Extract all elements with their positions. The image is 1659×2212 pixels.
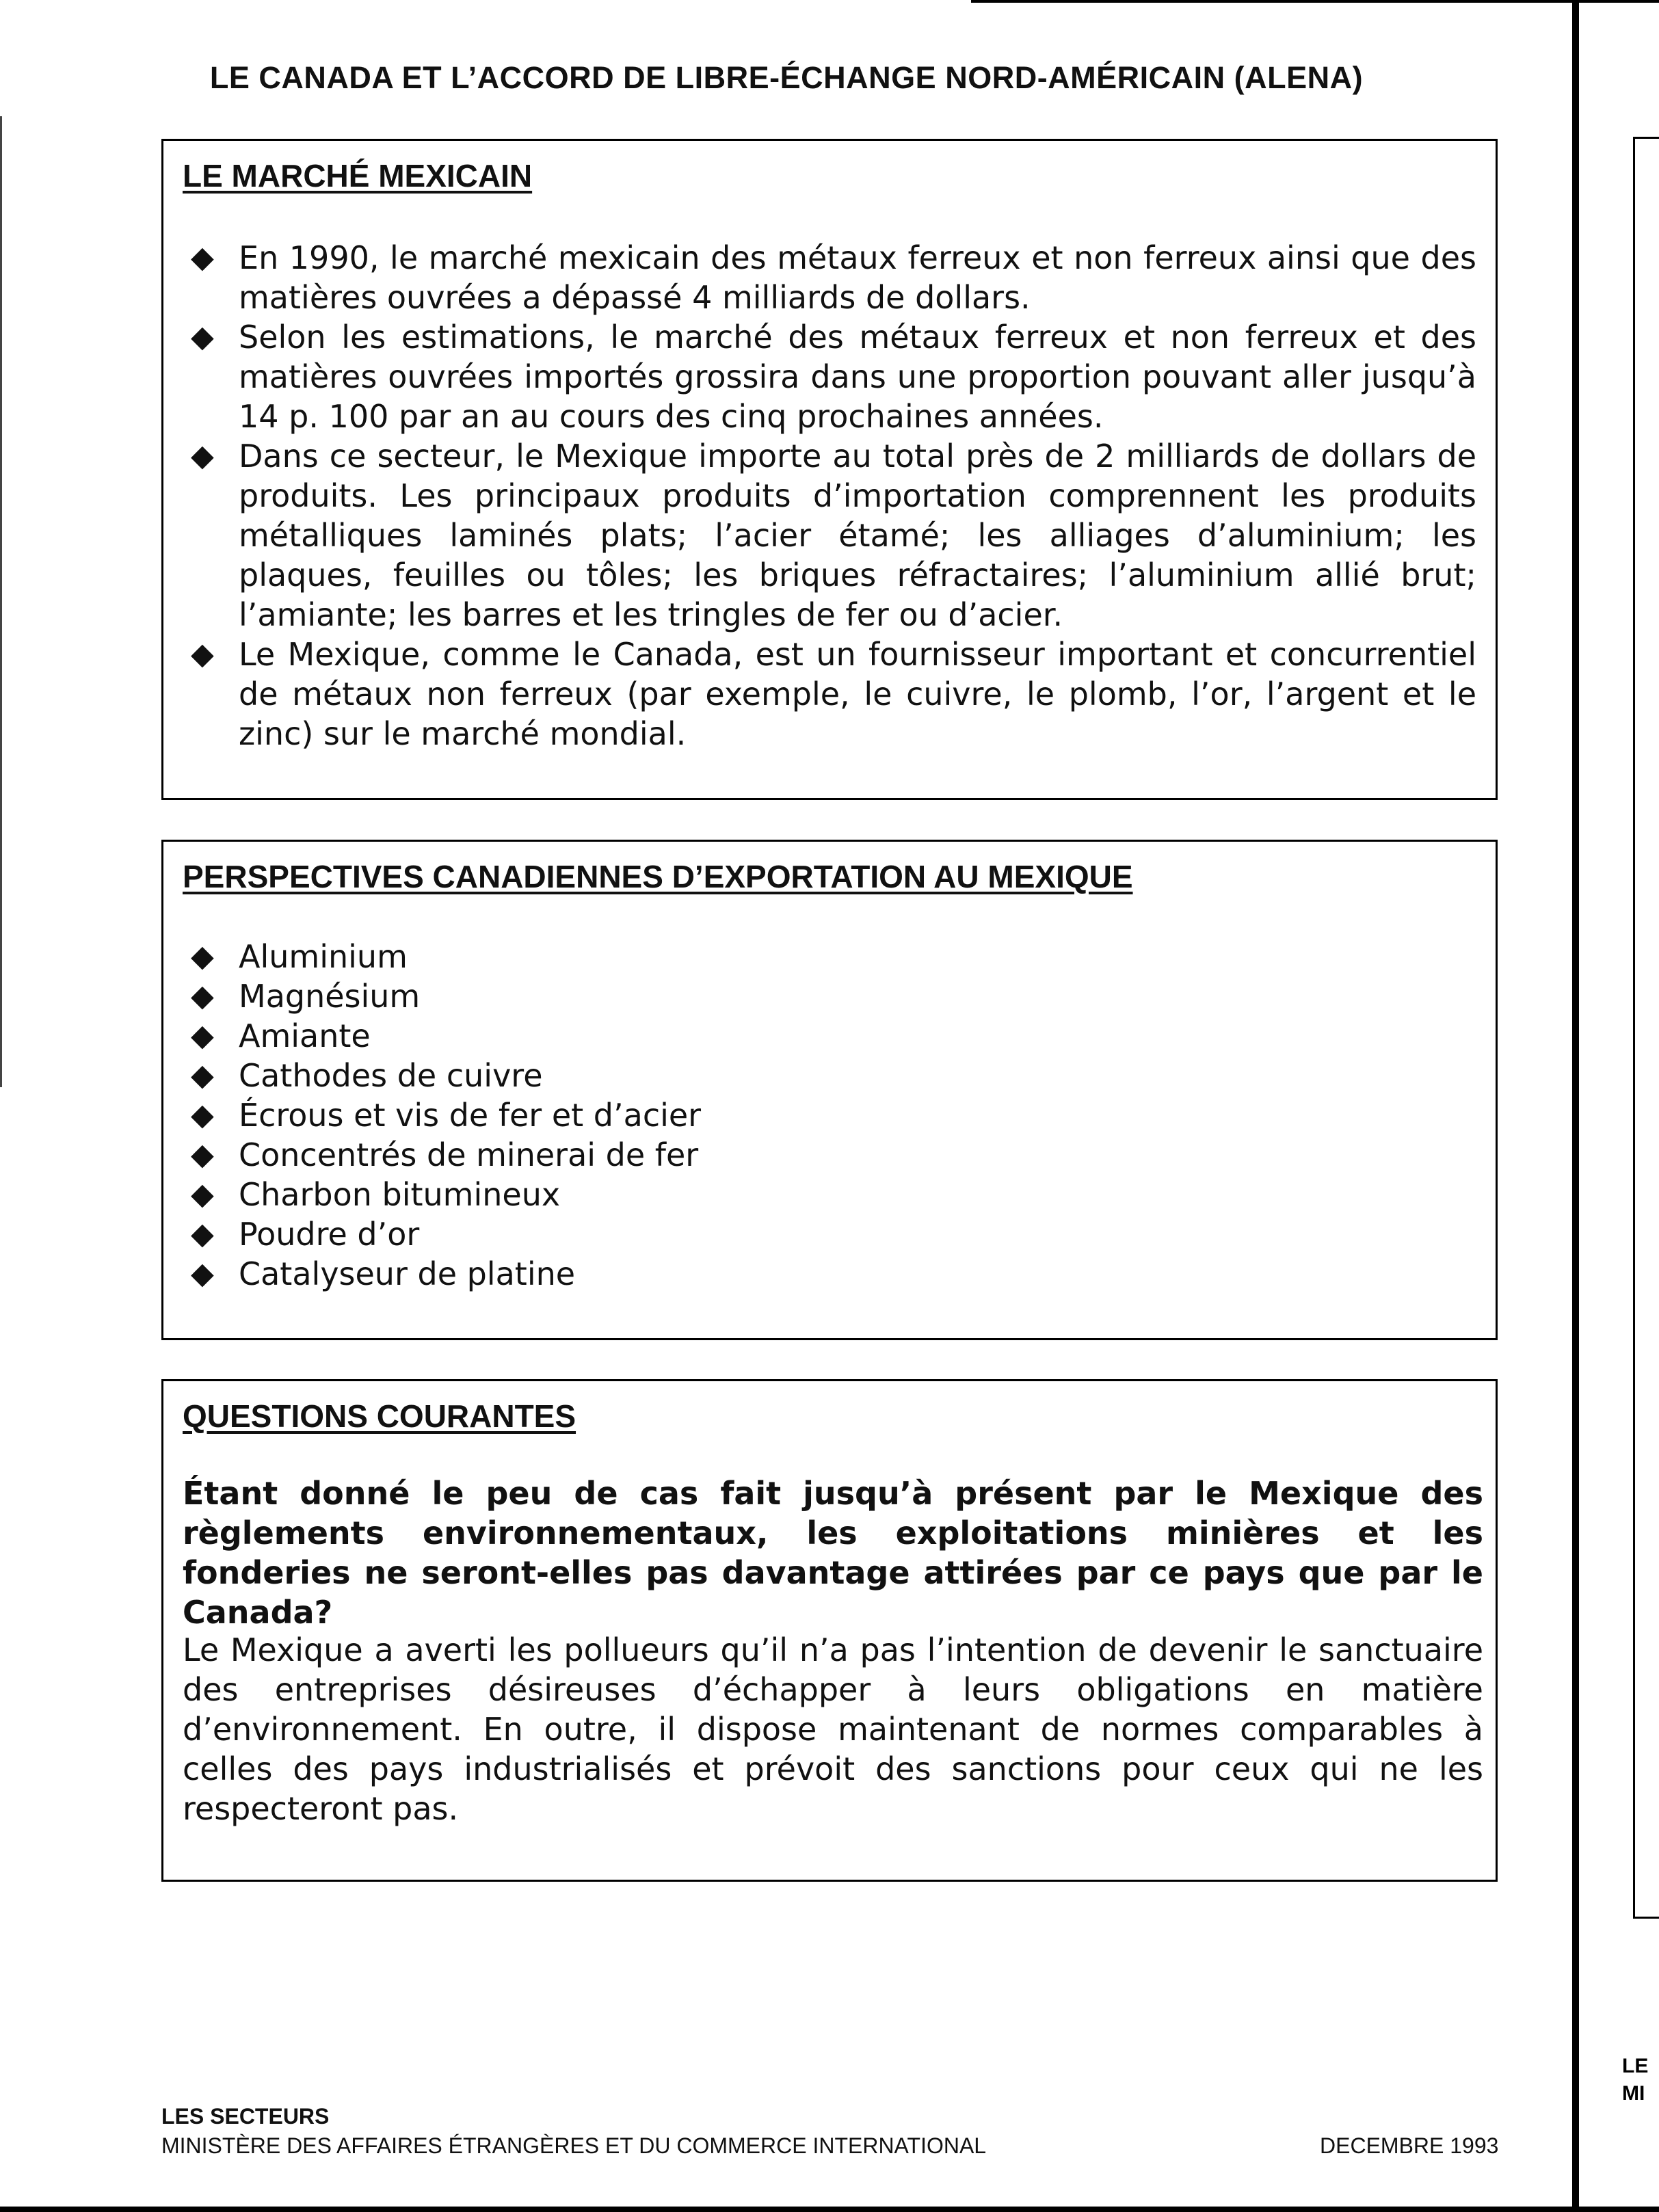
list-item-text: Concentrés de minerai de fer — [239, 1136, 699, 1173]
list-item — [191, 1056, 1476, 1095]
faq-question: Étant donné le peu de cas fait jusqu’à présent par le Mexique des règlements environnementaux, les exploitations minières et les fonderies ne seront-elles pas davantage attirées par ce pays que par le Canada? — [183, 1475, 1483, 1631]
diamond-bullet-icon: ◆ — [191, 637, 214, 671]
list-item — [191, 436, 1476, 635]
list-item — [191, 1016, 1476, 1056]
list-item — [191, 1175, 1476, 1214]
footer-ministry: MINISTÈRE DES AFFAIRES ÉTRANGÈRES ET DU COMMERCE INTERNATIONAL — [161, 2133, 987, 2158]
list-item-text: Le Mexique, comme le Canada, est un fournisseur important et concurrentiel de métaux non ferreux (par exemple, le cuivre, le plomb, l’or, l’argent et le zinc) sur le marché mondial. — [239, 636, 1476, 752]
list-item — [191, 1135, 1476, 1175]
section-perspectives-export — [161, 840, 1498, 1340]
bullet-list — [191, 238, 1476, 754]
list-item — [191, 238, 1476, 317]
list-item — [191, 1254, 1476, 1294]
diamond-bullet-icon: ◆ — [191, 240, 214, 275]
section-marche-mexicain — [161, 139, 1498, 800]
diamond-bullet-icon: ◆ — [191, 1137, 214, 1172]
section-heading: LE MARCHÉ MEXICAIN — [183, 158, 533, 194]
list-item-text: En 1990, le marché mexicain des métaux ferreux et non ferreux ainsi que des matières ouvrées a dépassé 4 milliards de dollars. — [239, 239, 1476, 316]
list-item-text: Amiante — [239, 1017, 371, 1054]
footer-sector: LES SECTEURS — [161, 2104, 330, 2129]
page-edge-top — [971, 0, 1659, 3]
list-item — [191, 976, 1476, 1016]
list-item-text: Poudre d’or — [239, 1216, 420, 1253]
diamond-bullet-icon: ◆ — [191, 1097, 214, 1132]
list-item — [191, 1214, 1476, 1254]
list-item-text: Catalyseur de platine — [239, 1255, 576, 1292]
section-heading: QUESTIONS COURANTES — [183, 1398, 576, 1434]
list-item-text: Écrous et vis de fer et d’acier — [239, 1097, 702, 1134]
list-item-text: Aluminium — [239, 938, 408, 975]
bullet-list — [191, 937, 1476, 1294]
page-edge-right — [1572, 0, 1579, 2212]
adjacent-page-text-1: LE — [1622, 2055, 1649, 2077]
diamond-bullet-icon: ◆ — [191, 1058, 214, 1093]
diamond-bullet-icon: ◆ — [191, 319, 214, 354]
footer-date: DECEMBRE 1993 — [1320, 2133, 1499, 2158]
list-item — [191, 635, 1476, 754]
list-item-text: Magnésium — [239, 978, 421, 1015]
list-item — [191, 317, 1476, 436]
list-item — [191, 1095, 1476, 1135]
diamond-bullet-icon: ◆ — [191, 978, 214, 1013]
adjacent-page-fragment — [1633, 137, 1659, 1919]
adjacent-page-text-2: MI — [1622, 2082, 1645, 2105]
section-questions-courantes — [161, 1379, 1498, 1882]
diamond-bullet-icon: ◆ — [191, 1018, 214, 1053]
list-item-text: Cathodes de cuivre — [239, 1057, 543, 1094]
diamond-bullet-icon: ◆ — [191, 1256, 214, 1291]
list-item-text: Selon les estimations, le marché des métaux ferreux et non ferreux et des matières ouvrées importés grossira dans une proportion pouvant aller jusqu’à 14 p. 100 par an au cours des cinq prochaines années. — [239, 319, 1476, 435]
faq-answer: Le Mexique a averti les pollueurs qu’il n’a pas l’intention de devenir le sanctuaire des entreprises désireuses d’échapper à leurs obligations en matière d’environnement. En outre, il dispose maintenant de normes comparables à celles des pays industrialisés et prévoit des sanctions pour ceux qui ne les respecteront pas. — [183, 1631, 1483, 1827]
page-edge-left — [0, 116, 2, 1087]
page-edge-bottom — [0, 2207, 1659, 2212]
list-item-text: Charbon bitumineux — [239, 1176, 561, 1213]
diamond-bullet-icon: ◆ — [191, 1216, 214, 1251]
list-item-text: Dans ce secteur, le Mexique importe au total près de 2 milliards de dollars de produits. Les principaux produits d’importation comprennent les produits métalliques laminés plats; l’acier étamé; les alliages d’aluminium; les plaques, feuilles ou tôles; les briques réfractaires; l’aluminium allié brut; l’amiante; les barres et les tringles de fer ou d’acier. — [239, 438, 1476, 633]
page-title: LE CANADA ET L’ACCORD DE LIBRE-ÉCHANGE NORD-AMÉRICAIN (ALENA) — [209, 60, 1364, 95]
list-item — [191, 937, 1476, 976]
diamond-bullet-icon: ◆ — [191, 438, 214, 473]
diamond-bullet-icon: ◆ — [191, 939, 214, 974]
diamond-bullet-icon: ◆ — [191, 1177, 214, 1212]
section-heading: PERSPECTIVES CANADIENNES D’EXPORTATION AU MEXIQUE — [183, 859, 1133, 894]
